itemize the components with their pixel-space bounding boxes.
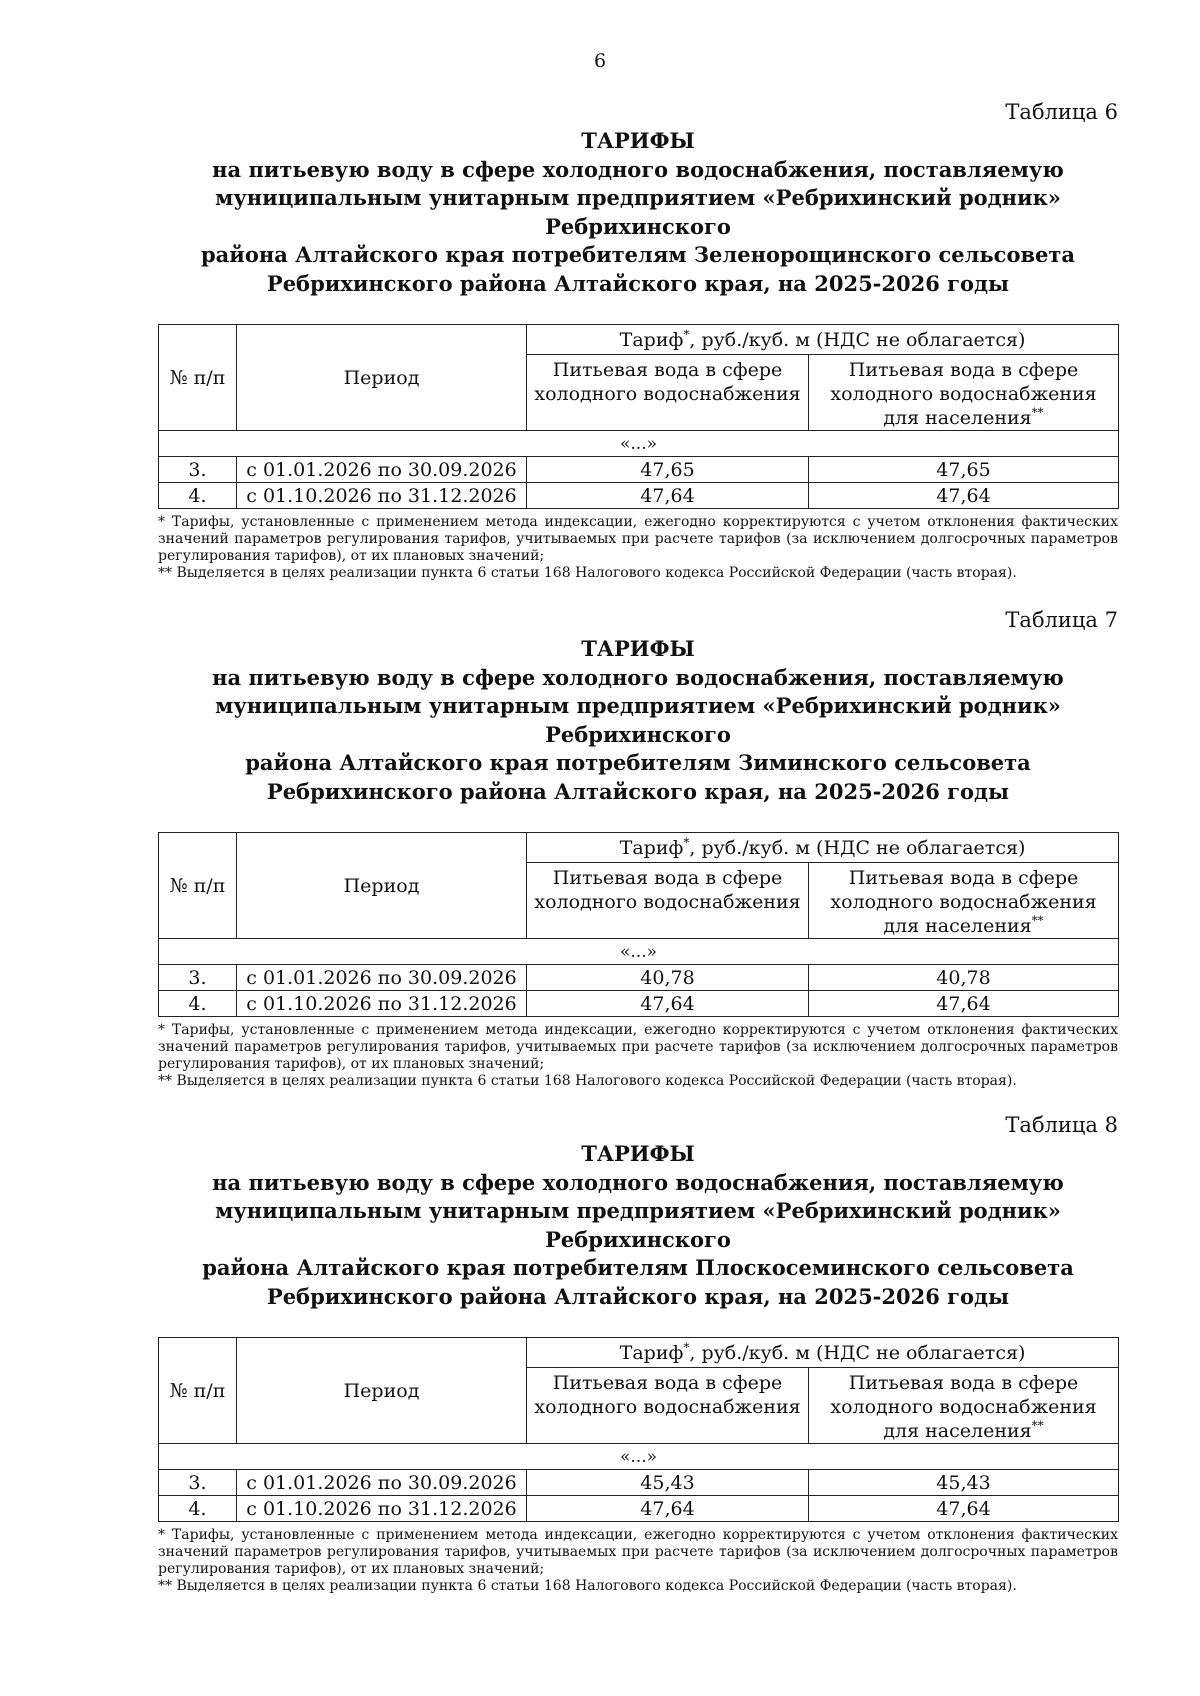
row-tariff: 47,64: [527, 483, 809, 509]
heading-title: ТАРИФЫ: [581, 128, 695, 153]
col-header-tariff: [527, 833, 1119, 863]
row-tariff: 47,65: [527, 457, 809, 483]
footnote: ** Выделяется в целях реализации пункта 6 статьи 168 Налогового кодекса Российской Федерации (часть вторая).: [158, 1073, 1017, 1089]
col-header-drinking-water-population: Питьевая вода в сфере холодного водоснабжения для населения**: [809, 863, 1119, 939]
col-header-drinking-water: Питьевая вода в сфере холодного водоснабжения: [527, 863, 809, 939]
heading-title: ТАРИФЫ: [581, 636, 695, 661]
heading-line: муниципальным унитарным предприятием «Ребрихинский родник» Ребрихинского: [215, 185, 1061, 239]
row-tariff: 40,78: [527, 965, 809, 991]
table-label: Таблица 7: [1005, 608, 1118, 632]
footnote: * Тарифы, установленные с применением метода индексации, ежегодно корректируются с учетом отклонения фактических значений параметров регулирования тарифов, учитываемых при расчете тарифов (за исключением долгосрочных параметров регулирования тарифов), от их плановых значений;: [158, 514, 1118, 564]
table-label: Таблица 8: [1005, 1113, 1118, 1137]
footnote-mark: *: [683, 327, 690, 342]
row-tariff-population: 40,78: [809, 965, 1119, 991]
table-row: [159, 1470, 1119, 1496]
heading-title: ТАРИФЫ: [581, 1141, 695, 1166]
col-header-number: № п/п: [159, 1338, 237, 1444]
table-heading: [158, 127, 1118, 298]
heading-line: района Алтайского края потребителям Зеленорощинского сельсовета: [200, 242, 1076, 267]
col-header-period: Период: [237, 325, 527, 431]
row-period: с 01.10.2026 по 31.12.2026: [237, 1496, 527, 1522]
table-row: [159, 965, 1119, 991]
col-header-period: Период: [237, 833, 527, 939]
footnotes: [158, 1527, 1118, 1595]
footnotes: [158, 514, 1118, 582]
heading-line: муниципальным унитарным предприятием «Ребрихинский родник» Ребрихинского: [215, 1198, 1061, 1252]
omitted-rows-marker: «...»: [159, 1444, 1119, 1470]
tariff-table: [158, 324, 1119, 509]
tariff-unit: , руб./куб. м (НДС не облагается): [689, 836, 1026, 859]
heading-line: на питьевую воду в сфере холодного водоснабжения, поставляемую: [212, 664, 1064, 690]
col-header-drinking-water-population: Питьевая вода в сфере холодного водоснабжения для населения**: [809, 355, 1119, 431]
tariff-label: Тариф: [619, 1341, 684, 1364]
row-tariff: 47,64: [527, 991, 809, 1017]
omitted-rows-marker: «...»: [159, 431, 1119, 457]
col-header-number: № п/п: [159, 833, 237, 939]
tariff-table: [158, 832, 1119, 1017]
heading-line: Ребрихинского района Алтайского края, на 2025-2026 годы: [266, 778, 1010, 804]
row-number: 3.: [159, 1470, 237, 1496]
footnote-mark: *: [683, 1340, 690, 1355]
table-row: [159, 457, 1119, 483]
footnote-mark: *: [683, 835, 690, 850]
col-header-drinking-water: Питьевая вода в сфере холодного водоснабжения: [527, 355, 809, 431]
footnote-mark: **: [1031, 913, 1044, 928]
row-number: 3.: [159, 965, 237, 991]
footnote: ** Выделяется в целях реализации пункта 6 статьи 168 Налогового кодекса Российской Федерации (часть вторая).: [158, 565, 1017, 581]
row-number: 4.: [159, 483, 237, 509]
tariff-section: [158, 1110, 1118, 1595]
row-tariff: 45,43: [527, 1470, 809, 1496]
heading-line: Ребрихинского района Алтайского края, на 2025-2026 годы: [266, 1283, 1010, 1309]
row-period: с 01.10.2026 по 31.12.2026: [237, 991, 527, 1017]
col-header-number: № п/п: [159, 325, 237, 431]
tariff-unit: , руб./куб. м (НДС не облагается): [689, 328, 1026, 351]
row-number: 4.: [159, 991, 237, 1017]
tariff-label: Тариф: [619, 328, 684, 351]
col-header-tariff: [527, 1338, 1119, 1368]
col-header-drinking-water: Питьевая вода в сфере холодного водоснабжения: [527, 1368, 809, 1444]
row-number: 4.: [159, 1496, 237, 1522]
tariff-label: Тариф: [619, 836, 684, 859]
heading-line: района Алтайского края потребителям Плоскосеминского сельсовета: [202, 1255, 1074, 1280]
tariff-table: [158, 1337, 1119, 1522]
row-tariff-population: 47,65: [809, 457, 1119, 483]
row-tariff-population: 45,43: [809, 1470, 1119, 1496]
heading-line: муниципальным унитарным предприятием «Ребрихинский родник» Ребрихинского: [215, 693, 1061, 747]
row-number: 3.: [159, 457, 237, 483]
footnote: ** Выделяется в целях реализации пункта 6 статьи 168 Налогового кодекса Российской Федерации (часть вторая).: [158, 1578, 1017, 1594]
col-header-drinking-water-population: Питьевая вода в сфере холодного водоснабжения для населения**: [809, 1368, 1119, 1444]
table-label: Таблица 6: [1005, 100, 1118, 124]
table-heading: [158, 635, 1118, 806]
table-row: [159, 991, 1119, 1017]
tariff-unit: , руб./куб. м (НДС не облагается): [689, 1341, 1026, 1364]
heading-line: на питьевую воду в сфере холодного водоснабжения, поставляемую: [212, 156, 1064, 182]
row-period: с 01.10.2026 по 31.12.2026: [237, 483, 527, 509]
table-row: [159, 1496, 1119, 1522]
tariff-section: [158, 97, 1118, 582]
row-period: с 01.01.2026 по 30.09.2026: [237, 457, 527, 483]
page-number: 6: [593, 50, 607, 72]
table-heading: [158, 1140, 1118, 1311]
footnote-mark: **: [1031, 1418, 1044, 1433]
footnotes: [158, 1022, 1118, 1090]
heading-line: района Алтайского края потребителям Зиминского сельсовета: [245, 750, 1031, 775]
col-header-period: Период: [237, 1338, 527, 1444]
row-tariff-population: 47,64: [809, 1496, 1119, 1522]
table-row: [159, 483, 1119, 509]
footnote-mark: **: [1031, 405, 1044, 420]
row-tariff-population: 47,64: [809, 991, 1119, 1017]
tariff-section: [158, 605, 1118, 1090]
heading-line: на питьевую воду в сфере холодного водоснабжения, поставляемую: [212, 1169, 1064, 1195]
row-tariff: 47,64: [527, 1496, 809, 1522]
row-period: с 01.01.2026 по 30.09.2026: [237, 1470, 527, 1496]
col-header-tariff: [527, 325, 1119, 355]
footnote: * Тарифы, установленные с применением метода индексации, ежегодно корректируются с учетом отклонения фактических значений параметров регулирования тарифов, учитываемых при расчете тарифов (за исключением долгосрочных параметров регулирования тарифов), от их плановых значений;: [158, 1527, 1118, 1577]
omitted-rows-marker: «...»: [159, 939, 1119, 965]
row-tariff-population: 47,64: [809, 483, 1119, 509]
footnote: * Тарифы, установленные с применением метода индексации, ежегодно корректируются с учетом отклонения фактических значений параметров регулирования тарифов, учитываемых при расчете тарифов (за исключением долгосрочных параметров регулирования тарифов), от их плановых значений;: [158, 1022, 1118, 1072]
heading-line: Ребрихинского района Алтайского края, на 2025-2026 годы: [266, 270, 1010, 296]
row-period: с 01.01.2026 по 30.09.2026: [237, 965, 527, 991]
